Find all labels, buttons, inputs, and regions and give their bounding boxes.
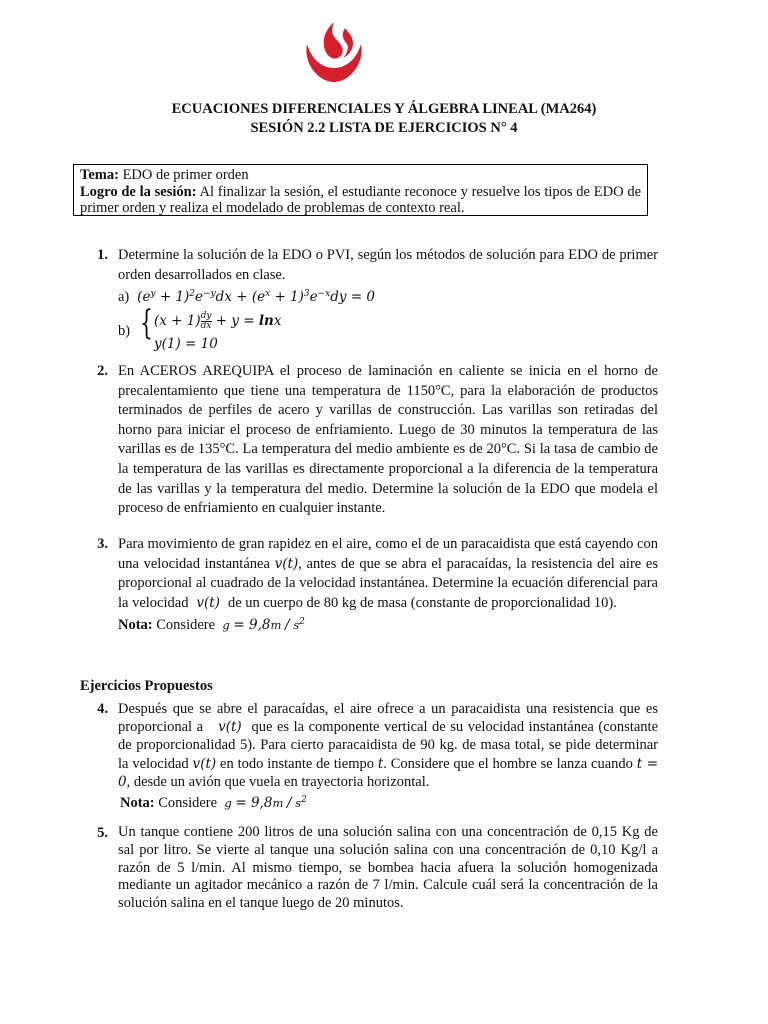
gravity-formula: $g = 9,8m / s^2$	[218, 617, 305, 634]
equation-b2: y(1) = 10	[154, 336, 218, 352]
nota-label: Nota:	[118, 617, 153, 634]
upc-logo-icon	[301, 20, 367, 84]
logro-value: Al finalizar la sesión, el estudiante reconoce y resuelve los tipos de EDO de primer orden y realiza el modelado de problemas de contexto real.	[80, 183, 641, 216]
exercise-text: Determine la solución de la EDO o PVI, según los métodos de solución para EDO de primer orden desarrollados en clase.	[118, 247, 658, 283]
tema-label: Tema:	[80, 167, 119, 183]
math-v-t: v(t)	[192, 594, 221, 611]
math-v-t: v(t)	[192, 755, 217, 772]
math-v-t: v(t)	[207, 719, 242, 736]
math-t-zero: t = 0	[118, 755, 659, 790]
text-part: , desde un avión que vuela en trayectoria horizontal.	[126, 773, 430, 790]
text-part: , antes de que se abra el paracaídas, la resistencia del aire es proporcional al cuadrado de la velocidad instantánea. Determine la ecuación diferencial para la velocidad	[118, 555, 658, 611]
item-label-a: a)	[118, 289, 130, 305]
logro-line	[80, 184, 641, 217]
exercise-1	[80, 246, 660, 356]
text-part: Para movimiento de gran rapidez en el aire, como el de un paracaidista que está cayendo con una velocidad instantánea	[118, 536, 658, 572]
nota-text: Considere	[158, 795, 218, 812]
exercise-number: 5.	[97, 825, 108, 841]
exercise-text	[118, 535, 658, 636]
propuestos-heading: Ejercicios Propuestos	[80, 678, 213, 694]
math-t: t	[377, 755, 384, 772]
nota-text: Considere	[156, 617, 216, 634]
exercise-number: 3.	[97, 536, 108, 552]
document-title	[0, 100, 768, 138]
nota-line	[118, 791, 658, 812]
exercise-5	[80, 824, 660, 924]
exercise-text: Un tanque contiene 200 litros de una solución salina con una concentración de 0,15 Kg de sal por litro. Se vierte al tanque una solución salina con una concentración de 0,10 Kg/l a razón de 5 l/min. Al mismo tiempo, se bombea hacia afuera la solución homogenizada mediante un agitador mecánico a razón de 7 l/min. Calcule cuál será la concentración de la solución salina en el tanque luego de 20 minutos.	[118, 824, 658, 912]
tema-box	[73, 164, 648, 216]
exercise-3	[80, 535, 660, 655]
exercise-number: 2.	[97, 363, 108, 379]
equation-b1: (x + 1) $\frac{dy}{dx}$ + y = lnx	[154, 311, 282, 331]
math-v-t: v(t)	[274, 555, 299, 572]
exercise-text: En ACEROS AREQUIPA el proceso de laminación en caliente se inicia en el horno de precalentamiento que tiene una temperatura de 1150°C, para la elaboración de productos terminados de perfiles de acero y varillas de construcción. Las varillas son retiradas del horno para iniciar el proceso de enfriamiento. Luego de 30 minutos la temperatura de las varillas es de 135°C. La temperatura del medio ambiente es de 20°C. Si la tasa de cambio de la temperatura de las varillas es directamente proporcional a la diferencia de la temperatura de las varillas y la temperatura del medio. Determine la solución de la EDO que modela el proceso de enfriamiento en cualquier instante.	[118, 363, 658, 517]
exercise-1a	[118, 285, 375, 308]
nota-label: Nota:	[120, 795, 155, 812]
text-part: Después que se abre el paracaídas, el aire ofrece a un paracaidista una resistencia que es proporcional a	[118, 701, 658, 736]
text-part: de un cuerpo de 80 kg de masa (constante de proporcionalidad 10).	[227, 594, 617, 611]
system-brace: {	[140, 303, 153, 343]
tema-value: EDO de primer orden	[122, 167, 249, 183]
exercise-number: 1.	[97, 247, 108, 263]
nota-line	[118, 613, 658, 636]
text-part: . Considere que el hombre se lanza cuando	[383, 755, 633, 772]
equation-a: $(e^y + 1)^2e^{-y}dx + (e^x + 1)^3e^{-x}dy = 0$	[132, 289, 376, 305]
gravity-formula: $g = 9,8m / s^2$	[220, 795, 307, 812]
exercise-2	[80, 362, 660, 522]
exercise-4	[80, 700, 660, 810]
exercise-text	[118, 700, 658, 812]
text-part: en todo instante de tiempo	[220, 755, 374, 772]
tema-line	[80, 167, 641, 184]
exercise-number: 4.	[97, 701, 108, 717]
session-title: SESIÓN 2.2 LISTA DE EJERCICIOS N° 4	[250, 120, 518, 136]
text-part: que es la componente vertical de su velocidad instantánea (constante de proporcionalidad 5). Para cierto paracaidista de 90 kg. de masa total, se pide determinar la velocidad	[118, 719, 659, 772]
logro-label: Logro de la sesión:	[80, 183, 197, 200]
course-title: ECUACIONES DIFERENCIALES Y ÁLGEBRA LINEAL (MA264)	[171, 101, 597, 117]
item-label-b: b)	[118, 323, 131, 339]
